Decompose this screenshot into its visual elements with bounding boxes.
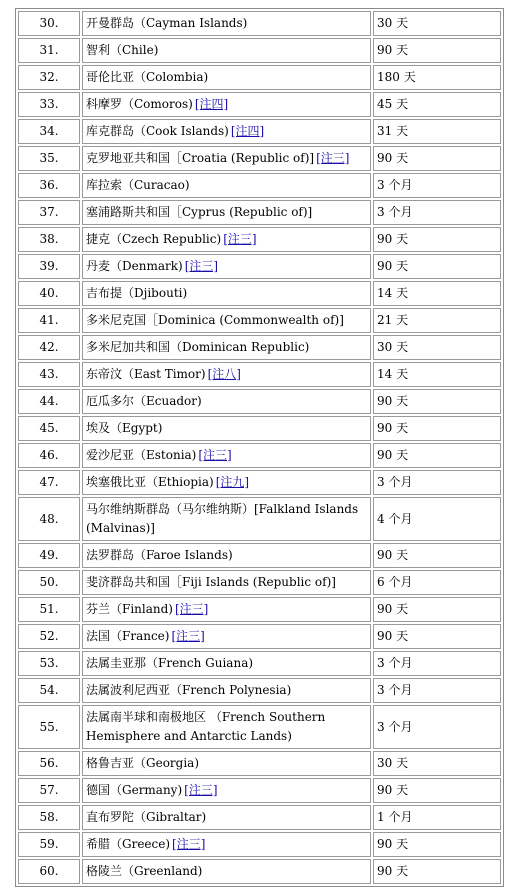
country-cell — [82, 227, 371, 252]
country-name: 多米尼克国［Dominica (Commonwealth of)] — [86, 313, 344, 327]
country-cell — [82, 705, 371, 749]
table-body — [18, 11, 501, 884]
country-cell — [82, 443, 371, 468]
table-row — [18, 751, 501, 776]
row-number: 35. — [18, 146, 80, 171]
row-number: 31. — [18, 38, 80, 63]
table-row — [18, 227, 501, 252]
country-cell — [82, 624, 371, 649]
footnote-link[interactable]: [注三] — [171, 629, 205, 643]
footnote-link[interactable]: [注三] — [198, 448, 232, 462]
stay-duration: 90 天 — [373, 254, 501, 279]
row-number: 59. — [18, 832, 80, 857]
stay-duration: 180 天 — [373, 65, 501, 90]
row-number: 44. — [18, 389, 80, 414]
row-number: 58. — [18, 805, 80, 830]
country-name: 埃及（Egypt) — [86, 421, 163, 435]
country-cell — [82, 389, 371, 414]
country-cell — [82, 200, 371, 225]
country-name: 克罗地亚共和国［Croatia (Republic of)] — [86, 151, 315, 165]
stay-duration: 3 个月 — [373, 470, 501, 495]
table-row — [18, 173, 501, 198]
row-number: 57. — [18, 778, 80, 803]
stay-duration: 3 个月 — [373, 651, 501, 676]
country-name: 马尔维纳斯群岛（马尔维纳斯）[Falkland Islands (Malvinas)] — [86, 502, 359, 535]
stay-duration: 45 天 — [373, 92, 501, 117]
table-row — [18, 65, 501, 90]
stay-duration: 1 个月 — [373, 805, 501, 830]
table-row — [18, 443, 501, 468]
country-name: 格鲁吉亚（Georgia) — [86, 756, 200, 770]
table-row — [18, 470, 501, 495]
stay-duration: 90 天 — [373, 146, 501, 171]
country-cell — [82, 832, 371, 857]
table-row — [18, 308, 501, 333]
country-cell — [82, 119, 371, 144]
country-cell — [82, 751, 371, 776]
row-number: 38. — [18, 227, 80, 252]
country-cell — [82, 570, 371, 595]
footnote-link[interactable]: [注八] — [207, 367, 241, 381]
country-name: 法属圭亚那（French Guiana) — [86, 656, 254, 670]
stay-duration: 3 个月 — [373, 200, 501, 225]
table-row — [18, 38, 501, 63]
row-number: 60. — [18, 859, 80, 884]
row-number: 50. — [18, 570, 80, 595]
country-name: 捷克（Czech Republic) — [86, 232, 222, 246]
row-number: 54. — [18, 678, 80, 703]
table-row — [18, 200, 501, 225]
table-row — [18, 11, 501, 36]
footnote-link[interactable]: [注四] — [230, 124, 265, 138]
table-row — [18, 254, 501, 279]
country-cell — [82, 146, 371, 171]
footnote-link[interactable]: [注九] — [215, 475, 250, 489]
row-number: 41. — [18, 308, 80, 333]
row-number: 36. — [18, 173, 80, 198]
country-name: 厄瓜多尔（Ecuador) — [86, 394, 202, 408]
row-number: 51. — [18, 597, 80, 622]
country-cell — [82, 335, 371, 360]
country-cell — [82, 859, 371, 884]
stay-duration: 90 天 — [373, 859, 501, 884]
table-row — [18, 651, 501, 676]
country-cell — [82, 597, 371, 622]
stay-duration: 90 天 — [373, 832, 501, 857]
table-row — [18, 570, 501, 595]
country-name: 科摩罗（Comoros) — [86, 97, 193, 111]
table-row — [18, 335, 501, 360]
stay-duration: 4 个月 — [373, 497, 501, 541]
footnote-link[interactable]: [注三] — [184, 783, 218, 797]
country-cell — [82, 38, 371, 63]
footnote-link[interactable]: [注三] — [174, 602, 209, 616]
country-name: 库拉索（Curacao) — [86, 178, 190, 192]
footnote-link[interactable]: [注三] — [316, 151, 350, 165]
stay-duration: 90 天 — [373, 38, 501, 63]
country-cell — [82, 173, 371, 198]
country-name: 芬兰（Finland) — [86, 602, 173, 616]
stay-duration: 14 天 — [373, 281, 501, 306]
table-row — [18, 543, 501, 568]
table-row — [18, 859, 501, 884]
country-cell — [82, 778, 371, 803]
row-number: 49. — [18, 543, 80, 568]
country-name: 直布罗陀（Gibraltar) — [86, 810, 207, 824]
country-cell — [82, 651, 371, 676]
table-row — [18, 778, 501, 803]
country-name: 埃塞俄比亚（Ethiopia) — [86, 475, 214, 489]
country-name: 格陵兰（Greenland) — [86, 864, 203, 878]
visa-exemption-table — [15, 8, 504, 887]
table-row — [18, 624, 501, 649]
row-number: 52. — [18, 624, 80, 649]
table-row — [18, 705, 501, 749]
stay-duration: 30 天 — [373, 11, 501, 36]
row-number: 33. — [18, 92, 80, 117]
row-number: 46. — [18, 443, 80, 468]
footnote-link[interactable]: [注三] — [172, 837, 206, 851]
row-number: 30. — [18, 11, 80, 36]
stay-duration: 3 个月 — [373, 173, 501, 198]
table-row — [18, 281, 501, 306]
country-cell — [82, 308, 371, 333]
stay-duration: 6 个月 — [373, 570, 501, 595]
row-number: 37. — [18, 200, 80, 225]
country-cell — [82, 11, 371, 36]
country-name: 开曼群岛（Cayman Islands) — [86, 16, 248, 30]
stay-duration: 90 天 — [373, 389, 501, 414]
row-number: 48. — [18, 497, 80, 541]
country-cell — [82, 92, 371, 117]
country-cell — [82, 281, 371, 306]
stay-duration: 90 天 — [373, 778, 501, 803]
country-name: 东帝汶（East Timor) — [86, 367, 206, 381]
table-row — [18, 146, 501, 171]
table-row — [18, 832, 501, 857]
country-name: 斐济群岛共和国［Fiji Islands (Republic of)] — [86, 575, 336, 589]
country-cell — [82, 416, 371, 441]
table-row — [18, 92, 501, 117]
table-row — [18, 497, 501, 541]
country-cell — [82, 65, 371, 90]
stay-duration: 90 天 — [373, 624, 501, 649]
country-cell — [82, 254, 371, 279]
stay-duration: 3 个月 — [373, 678, 501, 703]
country-name: 智利（Chile) — [86, 43, 159, 57]
row-number: 56. — [18, 751, 80, 776]
footnote-link[interactable]: [注四] — [194, 97, 229, 111]
table-row — [18, 805, 501, 830]
row-number: 34. — [18, 119, 80, 144]
country-name: 法国（France) — [86, 629, 170, 643]
country-name: 哥伦比亚（Colombia) — [86, 70, 209, 84]
stay-duration: 31 天 — [373, 119, 501, 144]
country-name: 希腊（Greece) — [86, 837, 171, 851]
row-number: 55. — [18, 705, 80, 749]
row-number: 53. — [18, 651, 80, 676]
stay-duration: 14 天 — [373, 362, 501, 387]
footnote-link[interactable]: [注三] — [184, 259, 219, 273]
stay-duration: 30 天 — [373, 751, 501, 776]
country-cell — [82, 678, 371, 703]
country-name: 法属波利尼西亚（French Polynesia) — [86, 683, 292, 697]
stay-duration: 90 天 — [373, 597, 501, 622]
stay-duration: 3 个月 — [373, 705, 501, 749]
country-cell — [82, 543, 371, 568]
row-number: 47. — [18, 470, 80, 495]
row-number: 40. — [18, 281, 80, 306]
country-name: 丹麦（Denmark) — [86, 259, 183, 273]
table-row — [18, 389, 501, 414]
row-number: 45. — [18, 416, 80, 441]
stay-duration: 90 天 — [373, 227, 501, 252]
country-name: 法属南半球和南极地区 （French Southern Hemisphere and Antarctic Lands) — [86, 710, 326, 743]
stay-duration: 21 天 — [373, 308, 501, 333]
country-cell — [82, 805, 371, 830]
stay-duration: 90 天 — [373, 543, 501, 568]
country-name: 塞浦路斯共和国［Cyprus (Republic of)] — [86, 205, 313, 219]
country-name: 德国（Germany) — [86, 783, 183, 797]
country-name: 吉布提（Djibouti) — [86, 286, 188, 300]
row-number: 32. — [18, 65, 80, 90]
footnote-link[interactable]: [注三] — [223, 232, 257, 246]
country-name: 库克群岛（Cook Islands) — [86, 124, 229, 138]
table-row — [18, 362, 501, 387]
stay-duration: 90 天 — [373, 443, 501, 468]
row-number: 43. — [18, 362, 80, 387]
row-number: 42. — [18, 335, 80, 360]
table-row — [18, 416, 501, 441]
table-row — [18, 597, 501, 622]
stay-duration: 30 天 — [373, 335, 501, 360]
country-cell — [82, 362, 371, 387]
country-name: 多米尼加共和国（Dominican Republic) — [86, 340, 310, 354]
table-row — [18, 678, 501, 703]
country-cell — [82, 470, 371, 495]
table-row — [18, 119, 501, 144]
country-name: 爱沙尼亚（Estonia) — [86, 448, 197, 462]
stay-duration: 90 天 — [373, 416, 501, 441]
row-number: 39. — [18, 254, 80, 279]
country-cell — [82, 497, 371, 541]
country-name: 法罗群岛（Faroe Islands) — [86, 548, 233, 562]
